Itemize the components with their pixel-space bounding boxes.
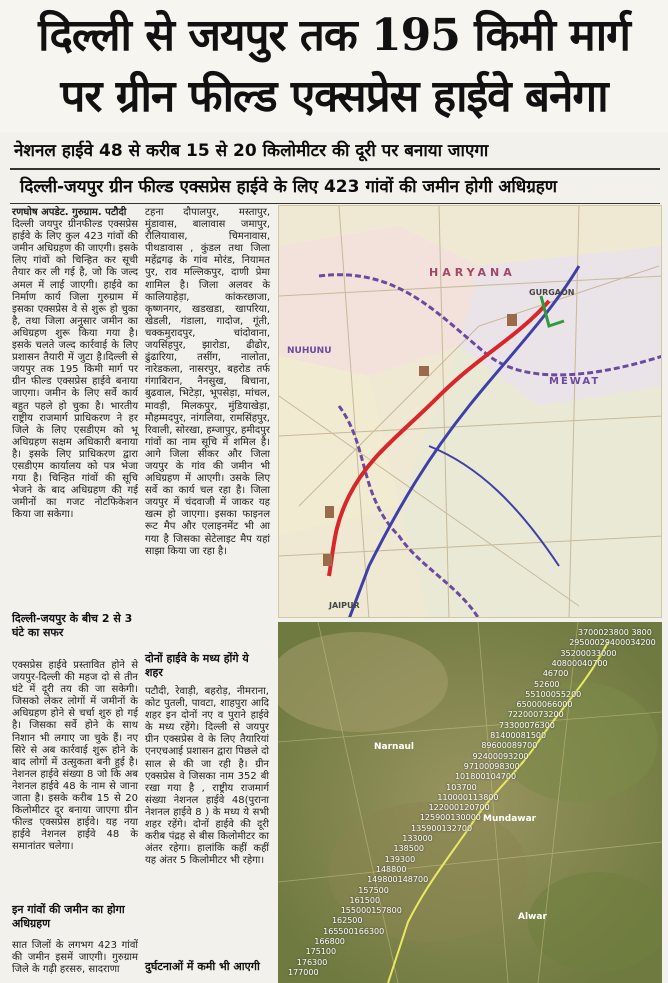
chainage-marker: 157500	[358, 885, 389, 895]
place-label: Alwar	[518, 912, 547, 922]
article-column-1c	[12, 940, 138, 976]
chainage-marker: 162500	[331, 916, 363, 926]
chainage-marker: 110000113800	[437, 792, 499, 802]
place-label: Mundawar	[483, 814, 537, 824]
chainage-marker: 122000120700	[428, 803, 490, 813]
map-label: GURGAON	[529, 288, 575, 297]
subhead-accidents: दुर्घटनाओं में कमी भी आएगी	[145, 960, 260, 973]
divider	[10, 168, 660, 170]
map-label: JAIPUR	[329, 601, 360, 610]
chainage-marker: 72200073200	[507, 710, 564, 720]
map-label: HARYANA	[429, 266, 516, 279]
map-label: NUHUNU	[287, 346, 332, 356]
chainage-marker: 35200033000	[560, 648, 617, 658]
article-text: पटौदी, रेवाड़ी, बहरोड़, नीमराना, कोट पुतली, पावटा, शाहपुरा आदि शहर इन दोनों नए व पुराने हाईवे के मध्य रहेंगे। दिल्ली से जयपुर ग्रीन एक्सप्रेस वे के लिए तैयारियां एनएचआई प्रशासन द्वारा पिछले दो साल से की जा रही है। ग्रीन एक्सप्रेस वे जिसका नाम 352 बी रखा गया है , राष्ट्रीय राजमार्ग संख्या नेशनल हाईवे 48(पुराना नेशनल हाईवे 8 ) के मध्य ये सभी शहर रहेंगे। दोनों हाईवे की दूरी करीब पंद्रह से बीस किलोमीटर का अंतर रहेगा। हालांकि कहीं कहीं यह अंतर 5 किलोमीटर भी रहेगा।	[145, 686, 269, 867]
route-map	[278, 205, 662, 618]
chainage-marker: 40800040700	[551, 658, 608, 668]
chainage-marker: 139300	[384, 854, 416, 864]
chainage-marker: 92400093200	[472, 751, 529, 761]
subhead-cities: दोनों हाईवे के मध्य होंगे ये शहर	[145, 652, 249, 679]
chainage-marker: 3700023800 3800	[578, 628, 652, 637]
article-column-2	[145, 207, 270, 558]
place-label: Narnaul	[374, 742, 415, 752]
subheadline-1: नेशनल हाईवे 48 से करीब 15 से 20 किलोमीटर की दूरी पर बनाया जाएगा	[14, 141, 489, 161]
chainage-marker: 175100	[305, 947, 337, 957]
subheadline-2: दिल्ली-जयपुर ग्रीन फील्ड एक्सप्रेस हाईवे के लिए 423 गांवों की जमीन होगी अधिग्रहण	[20, 177, 558, 197]
chainage-marker: 125900130000	[419, 813, 481, 823]
subhead-villages: इन गांवों की जमीन का होगा अधिग्रहण	[12, 903, 125, 930]
chainage-marker: 65000066000	[516, 700, 573, 710]
article-text: दिल्ली जयपुर ग्रीनफील्ड एक्सप्रेस हाईवे के लिए कुल 423 गांवों की जमीन अधिग्रहण की जाएगी। इसके लिए गांवों को चिन्हित कर सूची तैयार कर ली गई है, जो कि जल्द अमल में लाई जाएगी। हाईवे का निर्माण कार्य जिला गुरुग्राम में इसका एक्सप्रेस वे से शुरू हो चुका है, तथा जिला अनुसार जमीन का अधिग्रहण शुरू किया गया है। इसके चलते जल्द कार्रवाई के लिए प्रशासन तैयारी में जुटा है।दिल्ली से जयपुर तक 195 किमी मार्ग पर ग्रीन फील्ड एक्सप्रेस हाईवे बनाया जाएगा। जमीन के लिए सर्वे कार्य बहुत पहले हो चुका है। भारतीय राष्ट्रीय राजमार्ग प्राधिकरण ने हर जिले के लिए एसडीएम को भू अधिग्रहण सक्षम अधिकारी बनाया है। इसके लिए प्राधिकरण द्वारा एसडीएम कार्यालय को पत्र भेजा गया है। चिन्हित गांवों की सूचि भेजने के बाद अधिग्रहण की गई जमीनों का गजट नोटफिकेशन किया जा सकेगा।	[12, 219, 138, 521]
article-column-1b	[12, 660, 138, 854]
article-text: सात जिलों के लगभग 423 गांवों की जमीन इसमें जाएगी। गुरुग्राम जिले के गढ़ी हरसरु, सादराणा	[12, 940, 138, 976]
chainage-marker: 165500166300	[323, 926, 385, 936]
chainage-marker: 176300	[296, 957, 328, 967]
article-column-1	[12, 207, 138, 521]
chainage-marker: 155000157800	[340, 906, 402, 916]
article-text: एक्सप्रेस हाईवे प्रस्तावित होने से जयपुर-दिल्ली की महज दो से तीन घंटे में दूरी तय की जा सकेगी। जिसको लेकर लोगों में जमीनों के अधिग्रहण होने से चर्चा शुरु हो गई है। जिसका सर्वे होने के साथ निशान भी लगाए जा चुके हैं। नए सिरे से अब कार्रवाई शुरू होने के बाद लोगों में उत्सुकता बनी हुई है।नेशनल हाईवे संख्या 8 जो कि अब नेशनल हाईवे 48 के नाम से जाना जाता है। इसके करीब 15 से 20 किलोमीटर दूर बनाया जाएगा ग्रीन फील्ड एक्सप्रेस हाईवे। यह नया हाईवे नेशनल हाईवे 48 के समानांतर चलेगा।	[12, 660, 138, 853]
chainage-marker: 81400081500	[490, 731, 547, 741]
chainage-marker: 97100098300	[463, 761, 520, 771]
chainage-marker: 177000	[288, 968, 319, 977]
chainage-marker: 73300076300	[498, 720, 555, 730]
subhead-travel-time: दिल्ली-जयपुर के बीच 2 से 3 घंटे का सफर	[12, 612, 133, 639]
chainage-marker: 148800	[375, 864, 407, 874]
chainage-marker: 133000	[402, 834, 433, 844]
article-column-2b	[145, 686, 269, 867]
chainage-marker: 166800	[314, 937, 345, 947]
headline	[0, 0, 668, 132]
headline-line-1: दिल्ली से जयपुर तक 195 किमी मार्ग	[38, 10, 630, 61]
map-label: MEWAT	[549, 376, 601, 387]
chainage-marker: 149800148700	[367, 875, 429, 885]
chainage-marker: 135900132700	[411, 823, 473, 833]
divider	[10, 203, 660, 204]
chainage-marker: 29500029400034200	[569, 638, 656, 648]
chainage-marker: 46700	[542, 669, 569, 679]
chainage-marker: 161500	[349, 895, 381, 905]
article-text: टहना दौपालपुर, मस्तापुर, मुंडावास, बालावास जमापुर, रौलियावास, चिमनावास, पीथडावास , कुंडल तथा जिला महेंद्रगढ़ के गांव मोरंड, नियामत पुर, राव मल्लिकपुर, दाणी प्रेमा शामिल है। जिला अलवर के कालियाहेड़ा, कांकरछाजा, कृष्णनगर, खडखडा, खापरिया, खेडली, गंडाला, गादोज, गूंती, चक्कमुरादपुर, चांदोवाना, जयसिंहपुर, झारोडा, ढीढोर, ढुंढारिया, तसींग, नालोता, नारेडकला, नासरपुर, बहरोड तर्फ गंगाबिरान, नैनसुख, बिचाना, बुढवाल, भिटेड़ा, भूपसेड़ा, मांचल, मावड़ी, मिलकपुर, मुंडियाखेड़ा, मौहम्मदपुर, नांगलिया, रामसिंहपुर, रिवाली, सोरखा, हम्जापुर, हमीदपुर गांवों का नाम सूचि में शमिल है। आगे जिला सीकर और जिला जयपुर के गांव की जमीन भी अधिग्रहण में आएगी। उसके लिए सर्वे का कार्य चल रहा है। जिला जयपुर में चंदवाजी में जाकर यह खत्म हो जाएगा। इसका फाइनल रूट मैप और एलाइनमेंट भी आ गया है जिसका सेटेलाइट मैप यहां साझा किया जा रहा है।	[145, 207, 270, 557]
satellite-map	[278, 622, 662, 983]
byline: रणघोष अपडेट. गुरुग्राम. पटौदी	[12, 207, 127, 218]
chainage-marker: 55100055200	[525, 689, 582, 699]
chainage-marker: 89600089700	[481, 741, 538, 751]
chainage-marker: 52600	[534, 679, 560, 689]
headline-line-2: पर ग्रीन फील्ड एक्सप्रेस हाईवे बनेगा	[60, 71, 608, 122]
chainage-marker: 103700	[446, 782, 477, 792]
chainage-marker: 101800104700	[454, 772, 517, 782]
chainage-marker: 138500	[393, 844, 424, 854]
